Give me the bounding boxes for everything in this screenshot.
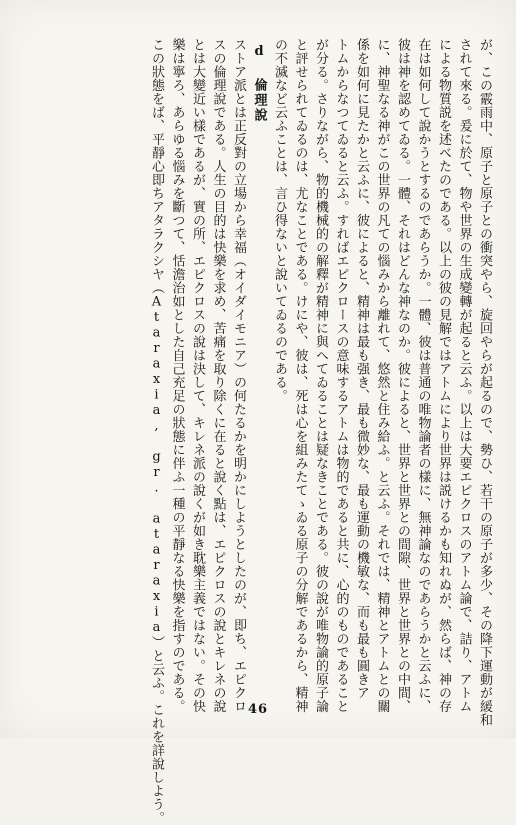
section-heading: d 倫理說 bbox=[251, 44, 267, 123]
text-column: この狀態をば、平靜心即ちアタラクシヤ（Ataraxia, gr. ataraxia）と云ふ。これを詳說しよう。 bbox=[149, 38, 164, 825]
text-column: 在は如何して說かうとするのであらうか。一體、彼は普通の唯物論者の樣に、無神論なのであらうかと云ふに、 bbox=[415, 38, 431, 713]
text-column: が、この霰雨中、原子と原子との衝突やら、旋回やらが起るので、勢ひ、若干の原子が多少、その降下運動が緩和 bbox=[477, 38, 492, 727]
text-column: ストア派とは正反對の立場から幸福（オイダイモニア）の何たるかを明かにしようとしたのが、即ち、エピクロ bbox=[231, 38, 246, 713]
text-column: による物質説を述べたのである。以上の彼の見解ではアトムにより世界は説けるかも知れぬが、然らば、神の存 bbox=[436, 38, 451, 713]
text-column: 樂は寧ろ、あらゆる惱みを斷つて、恬澹治如とした自己充足の狀態に伴ふ一種の平靜なる快樂を指すのである。 bbox=[169, 38, 185, 713]
text-column: とは大變近い樣であるが、實の所、エピクロスの說は決して、キレネ派の說くが如き耽樂主義ではない。その快 bbox=[190, 38, 205, 713]
text-column: が分る。さりながら、物的機械的の解釋が精神に與へてゐることは疑なきことである。彼の說が唯物論的原子論 bbox=[313, 38, 328, 713]
text-column: に、神聖なる神がこの世界の凡ての惱みから離れて、悠然と住み給ふ。と云ふ。それでは、精神とアトムとの關 bbox=[374, 38, 390, 713]
text-column: トムからなつてゐると云ふ。すればエピクロースの意味するアトムは物的であると共に、心的のものであること bbox=[333, 38, 349, 713]
text-column: の不滅など云ふことは、言ひ得ないと說いてゐるのである。 bbox=[272, 38, 287, 403]
page-number: 46 bbox=[247, 702, 269, 717]
text-column: スの倫理說である。人生の目的は快樂を求め、苦痛を取り除くに在ると說く點は、エピクロスの說とキレネの說 bbox=[210, 38, 226, 713]
text-column: されて來る。爰に於て、物や世界の生成變轉が起ると云ふ。以上は大要エピクロスのアトム論で、詰り、アトム bbox=[456, 38, 472, 713]
text-column: 係を如何に見たかと云ふに、彼によると、精神は最も强き、最も微妙な、最も運動の機敏な、而も最も圓きア bbox=[354, 38, 369, 700]
text-column: と評せられてゐるのは、尤なことである。けにや、彼は、死は心を組みたてゝゐる原子の分解であるから、精神 bbox=[292, 38, 308, 713]
text-column: 彼は神を認めてゐる。一體、それはどんな神なのか。彼によると、世界と世界との間隙、世界と世界との中間、 bbox=[395, 38, 410, 713]
